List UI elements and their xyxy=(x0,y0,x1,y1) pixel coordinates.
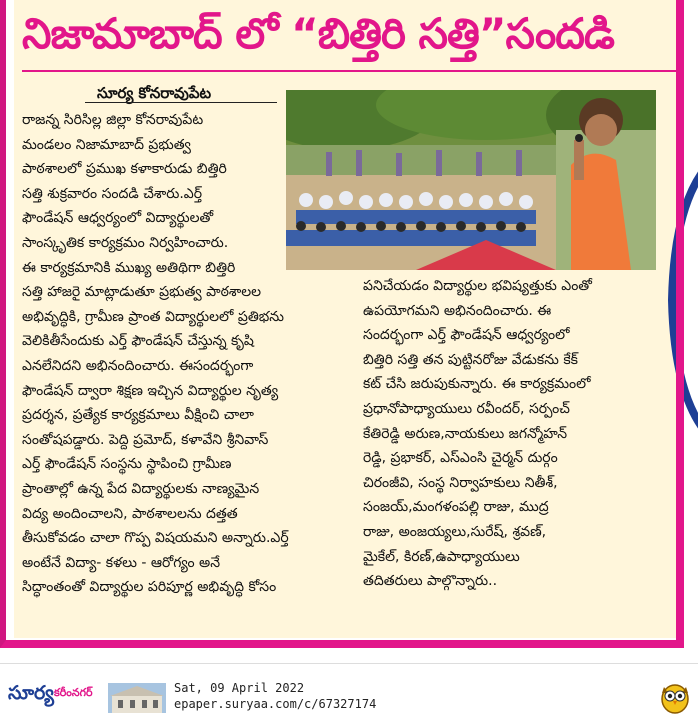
text-line: ఈ కార్యక్రమానికి ముఖ్య అతిథిగా బిత్తిరి xyxy=(22,259,236,276)
text-line: చిరంజీవి, సంస్థ నిర్వాహకులు నితీశ్, xyxy=(363,474,558,491)
text-line: సత్తి శుక్రవారం సందడి చేశారు.ఎర్త్ xyxy=(22,185,203,202)
edition-date: Sat, 09 April 2022 xyxy=(174,681,305,695)
text-line: ఫౌండేషన్ ఆధ్వర్యంలో విద్యార్థులతో xyxy=(22,210,214,227)
byline-rule xyxy=(85,102,277,103)
headline-rule xyxy=(22,70,677,72)
text-line: రాజన్న సిరిసిల్ల జిల్లా కోనరావుపేట xyxy=(22,112,204,128)
text-line: కట్ చేసి జరుపుకున్నారు. ఈ కార్యక్రమంలో xyxy=(363,376,591,393)
text-line: మైకేల్, కిరణ్,ఉపాధ్యాయులు xyxy=(363,548,520,565)
text-line: ఎర్త్ ఫౌండేషన్ సంస్థను స్థాపించి గ్రామీణ xyxy=(22,456,232,473)
text-line: సందర్భంగా ఎర్త్ ఫౌండేషన్ ఆధ్వర్యంలో xyxy=(363,327,570,344)
event-photo xyxy=(286,90,656,270)
text-line: విద్య అందించాలని, పాఠశాలలను దత్తత xyxy=(22,505,238,522)
text-line: పనిచేయడం విద్యార్థుల భవిష్యత్తుకు ఎంతో xyxy=(363,278,592,294)
article-column-1 xyxy=(22,108,289,600)
adjacent-ad-edge xyxy=(664,170,698,430)
text-line: రాజు, అంజయ్యలు,సురేష్, శ్రవణ్, xyxy=(363,523,547,540)
text-line: అభివృద్ధికి, గ్రామీణ ప్రాంత విద్యార్థులలో ప్రతిభను xyxy=(22,308,284,325)
text-line: అంటేనే విద్యా- కళలు - ఆరోగ్యం అనే xyxy=(22,554,221,571)
text-line: తదితరులు పాల్గొన్నారు.. xyxy=(363,573,498,590)
text-line: పాఠశాలలో ప్రముఖ కళాకారుడు బిత్తిరి xyxy=(22,161,227,178)
article-column-2 xyxy=(363,274,592,594)
text-line: ప్రదర్శన, ప్రత్యేక కార్యక్రమాలు వీక్షించి చాలా xyxy=(22,407,254,424)
text-line: సంజయ్,మంగళంపల్లి రాజు, ముద్ర xyxy=(363,499,549,516)
text-line: సాంస్కృతిక కార్యక్రమం నిర్వహించారు. xyxy=(22,234,229,251)
footer-date-url xyxy=(174,680,376,712)
building-thumbnail-icon xyxy=(108,683,166,713)
owl-icon[interactable] xyxy=(660,680,690,714)
text-line: ఎనలేనిదని అభినందించారు. ఈసందర్భంగా xyxy=(22,357,254,374)
headline: నిజామాబాద్ లో “బిత్తిరి సత్తి”సందడి xyxy=(22,9,614,58)
text-line: ప్రాంతాల్లో ఉన్న పేద విద్యార్థులకు నాణ్యమైన xyxy=(22,480,260,497)
text-line: ఉపయోగమని అభినందించారు. ఈ xyxy=(363,302,552,319)
text-line: సత్తి హాజరై మాట్లాడుతూ ప్రభుత్వ పాఠశాలల xyxy=(22,284,262,301)
footer-edition: కరీంనగర్ xyxy=(54,686,93,699)
epaper-url[interactable]: epaper.suryaa.com/c/67327174 xyxy=(174,697,377,711)
text-line: బిత్తిరి సత్తి తన పుట్టినరోజు వేడుకను కేక్ xyxy=(363,351,578,368)
footer-divider xyxy=(0,663,698,664)
text-line: సంతోషపడ్డారు. పెద్ది ప్రమోద్, కళావేని శ్రీనివాస్ xyxy=(22,431,269,448)
text-line: ప్రధానోపాధ్యాయులు రవీందర్, సర్పంచ్ xyxy=(363,400,570,417)
byline: సూర్య కోనరావుపేట xyxy=(97,84,212,102)
text-line: కేతిరెడ్డి అరుణ,నాయకులు జగన్మోహన్ xyxy=(363,425,568,442)
text-line: మండలం నిజామాబాద్ ప్రభుత్వ xyxy=(22,136,191,153)
text-line: తీసుకోవడం చాలా గొప్ప విషయమని అన్నారు.ఎర్త్ xyxy=(22,530,289,547)
event-photo-illustration xyxy=(286,90,656,270)
text-line: సిద్ధాంతంతో విద్యార్థుల పరిపూర్ణ అభివృద్ధి కోసం xyxy=(22,579,277,596)
text-line: వెలికితీసేందుకు ఎర్త్ ఫౌండేషన్ చేస్తున్న కృషి xyxy=(22,333,254,350)
footer-logo: సూర్య xyxy=(8,682,54,704)
text-line: ఫౌండేషన్ ద్వారా శిక్షణ ఇచ్చిన విద్యార్థుల నృత్య xyxy=(22,382,279,399)
text-line: రెడ్డి, ప్రభాకర్, ఎస్ఎంసి చైర్మన్ దుర్గం xyxy=(363,450,558,467)
